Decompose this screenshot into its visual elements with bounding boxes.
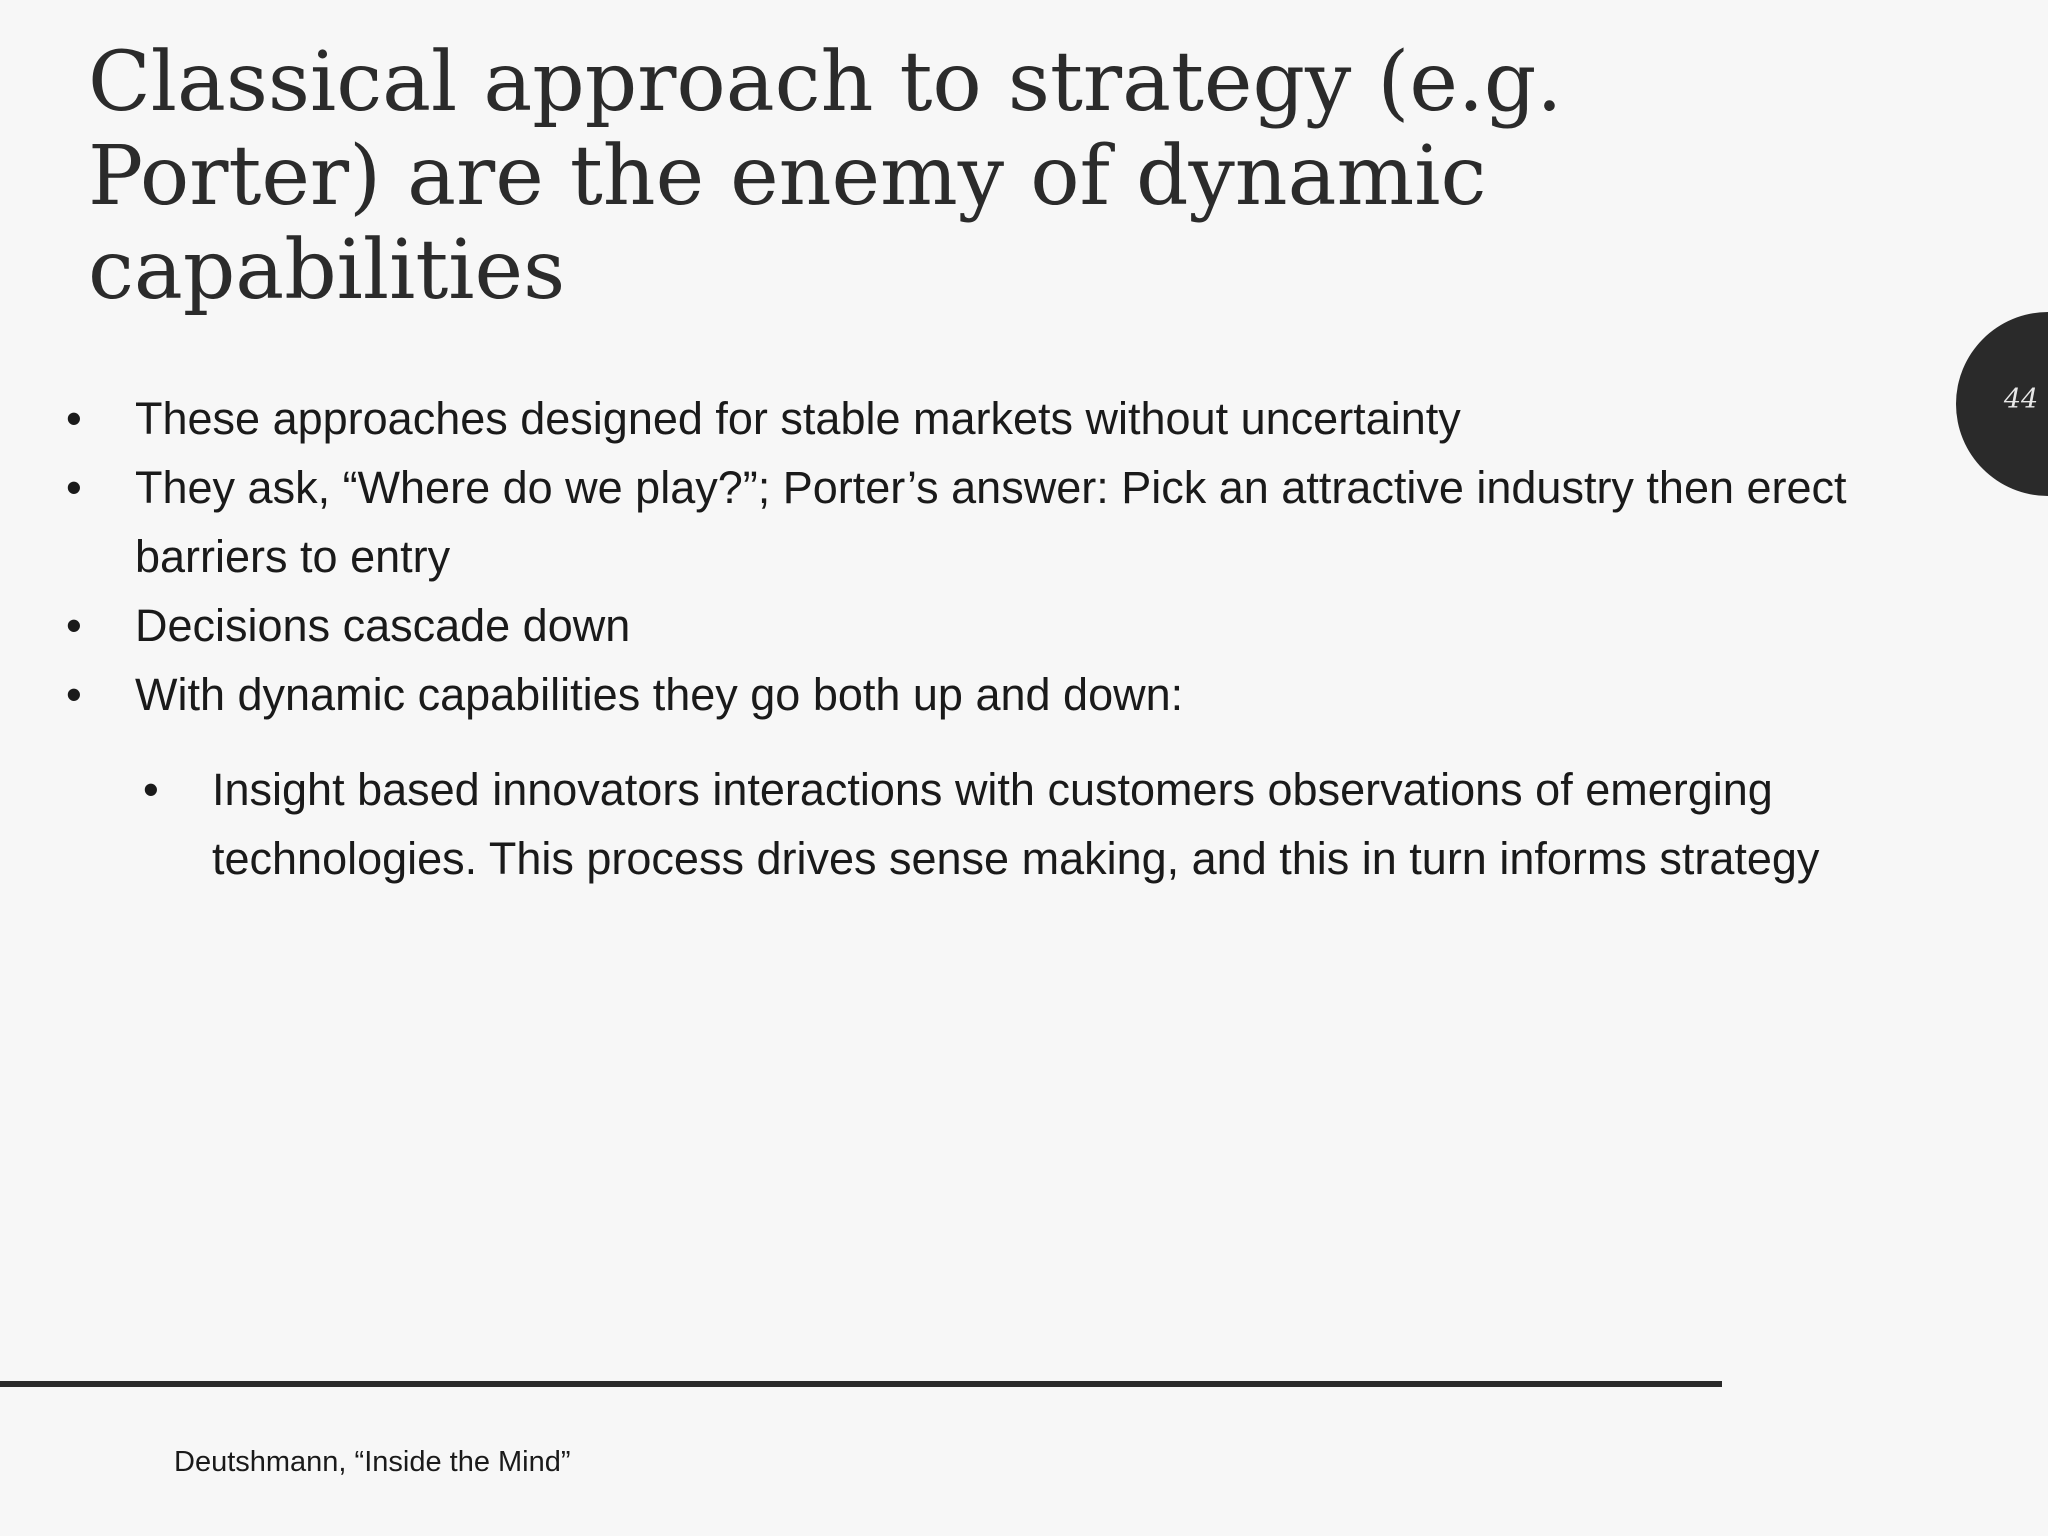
bullet-item: • They ask, “Where do we play?”; Porter’s answer: Pick an attractive industry then erect barriers to entry <box>66 453 1896 591</box>
bullet-item: • With dynamic capabilities they go both up and down: <box>66 660 1896 729</box>
bullet-item: • Decisions cascade down <box>66 591 1896 660</box>
page-number: 44 <box>2003 384 2039 415</box>
footer-source: Deutshmann, “Inside the Mind” <box>174 1446 571 1478</box>
page-number-badge <box>1956 312 2048 496</box>
bullet-list <box>66 384 1896 893</box>
sub-bullet-item: • Insight based innovators interactions with customers observations of emerging technologies. This process drives sense making, and this in turn informs strategy <box>143 755 1896 893</box>
footer-divider <box>0 1381 1722 1387</box>
slide-title: Classical approach to strategy (e.g. Porter) are the enemy of dynamic capabilities <box>88 35 1563 318</box>
bullet-item: • These approaches designed for stable markets without uncertainty <box>66 384 1896 453</box>
